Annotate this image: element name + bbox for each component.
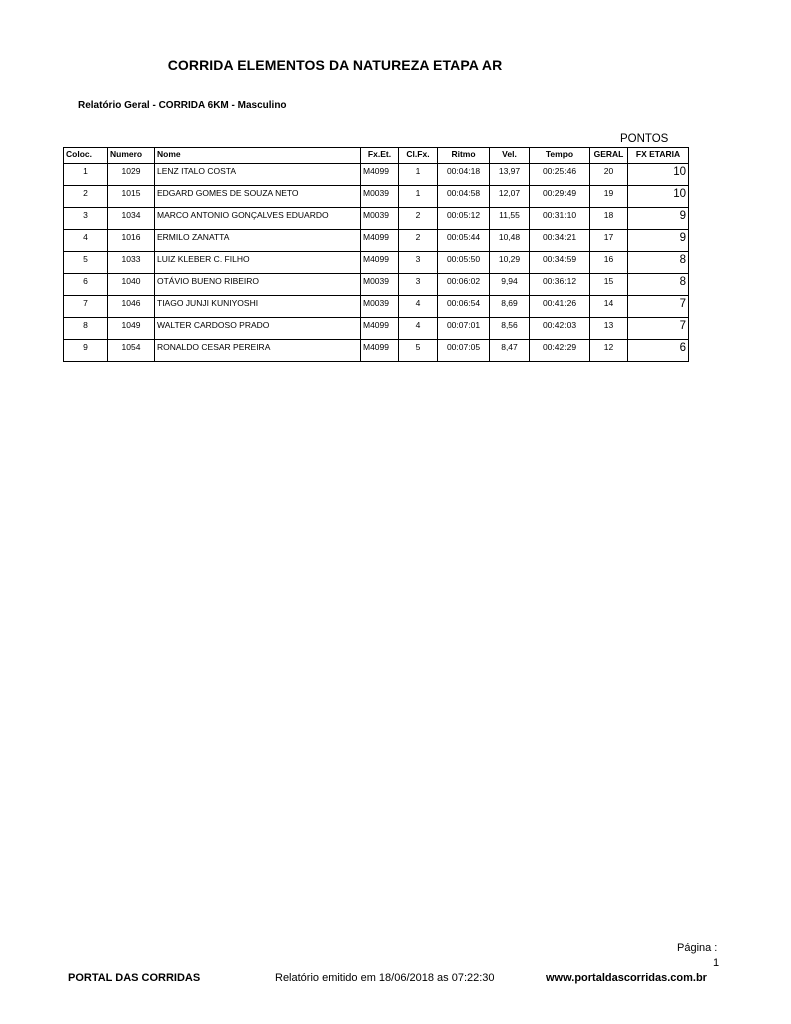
cell-coloc: 2: [64, 186, 108, 208]
header-vel: Vel.: [490, 148, 530, 164]
page-label: Página :: [677, 942, 718, 954]
cell-vel: 8,56: [490, 318, 530, 340]
cell-geral: 14: [590, 296, 628, 318]
results-body: [64, 164, 689, 362]
cell-fxet: M4099: [361, 230, 399, 252]
cell-fxet: M4099: [361, 252, 399, 274]
cell-coloc: 5: [64, 252, 108, 274]
cell-coloc: 4: [64, 230, 108, 252]
cell-nome: LENZ ITALO COSTA: [155, 164, 361, 186]
header-geral: GERAL: [590, 148, 628, 164]
table-row: [64, 296, 689, 318]
cell-fxet: M4099: [361, 340, 399, 362]
cell-fxetaria: 6: [628, 340, 689, 362]
header-tempo: Tempo: [530, 148, 590, 164]
cell-clfx: 1: [399, 186, 438, 208]
cell-fxetaria: 8: [628, 274, 689, 296]
header-fxet: Fx.Et.: [361, 148, 399, 164]
header-clfx: Cl.Fx.: [399, 148, 438, 164]
cell-tempo: 00:36:12: [530, 274, 590, 296]
cell-numero: 1040: [108, 274, 155, 296]
cell-clfx: 3: [399, 274, 438, 296]
cell-vel: 10,29: [490, 252, 530, 274]
header-nome: Nome: [155, 148, 361, 164]
cell-vel: 8,47: [490, 340, 530, 362]
cell-nome: TIAGO JUNJI KUNIYOSHI: [155, 296, 361, 318]
cell-fxet: M0039: [361, 208, 399, 230]
cell-ritmo: 00:05:44: [438, 230, 490, 252]
table-row: [64, 318, 689, 340]
cell-nome: LUIZ KLEBER C. FILHO: [155, 252, 361, 274]
header-coloc: Coloc.: [64, 148, 108, 164]
header-ritmo: Ritmo: [438, 148, 490, 164]
cell-geral: 20: [590, 164, 628, 186]
cell-fxet: M4099: [361, 318, 399, 340]
cell-coloc: 9: [64, 340, 108, 362]
cell-tempo: 00:42:29: [530, 340, 590, 362]
cell-nome: MARCO ANTONIO GONÇALVES EDUARDO: [155, 208, 361, 230]
table-row: [64, 208, 689, 230]
cell-tempo: 00:41:26: [530, 296, 590, 318]
table-row: [64, 274, 689, 296]
cell-fxetaria: 9: [628, 230, 689, 252]
cell-fxetaria: 7: [628, 296, 689, 318]
cell-coloc: 1: [64, 164, 108, 186]
cell-fxetaria: 8: [628, 252, 689, 274]
cell-ritmo: 00:04:18: [438, 164, 490, 186]
cell-geral: 12: [590, 340, 628, 362]
cell-ritmo: 00:05:12: [438, 208, 490, 230]
table-header-row: [64, 148, 689, 164]
table-row: [64, 340, 689, 362]
cell-ritmo: 00:07:05: [438, 340, 490, 362]
footer-brand: PORTAL DAS CORRIDAS: [68, 972, 201, 984]
cell-fxet: M0039: [361, 274, 399, 296]
cell-geral: 19: [590, 186, 628, 208]
cell-geral: 18: [590, 208, 628, 230]
cell-fxet: M0039: [361, 296, 399, 318]
cell-vel: 12,07: [490, 186, 530, 208]
table-row: [64, 186, 689, 208]
cell-numero: 1034: [108, 208, 155, 230]
cell-geral: 15: [590, 274, 628, 296]
pontos-label: PONTOS: [620, 133, 669, 145]
footer-issued-date: Relatório emitido em 18/06/2018 as 07:22:30: [275, 972, 495, 984]
cell-clfx: 1: [399, 164, 438, 186]
cell-fxetaria: 10: [628, 164, 689, 186]
cell-numero: 1029: [108, 164, 155, 186]
report-title: CORRIDA ELEMENTOS DA NATUREZA ETAPA AR: [167, 57, 503, 73]
table-row: [64, 230, 689, 252]
cell-nome: WALTER CARDOSO PRADO: [155, 318, 361, 340]
cell-vel: 11,55: [490, 208, 530, 230]
cell-tempo: 00:31:10: [530, 208, 590, 230]
header-fxetaria: FX ETARIA: [628, 148, 689, 164]
cell-tempo: 00:25:46: [530, 164, 590, 186]
cell-tempo: 00:34:59: [530, 252, 590, 274]
cell-tempo: 00:42:03: [530, 318, 590, 340]
cell-vel: 8,69: [490, 296, 530, 318]
cell-ritmo: 00:04:58: [438, 186, 490, 208]
cell-clfx: 2: [399, 230, 438, 252]
page-number: 1: [713, 957, 720, 969]
cell-clfx: 4: [399, 296, 438, 318]
cell-numero: 1015: [108, 186, 155, 208]
cell-fxetaria: 9: [628, 208, 689, 230]
cell-geral: 17: [590, 230, 628, 252]
cell-clfx: 2: [399, 208, 438, 230]
cell-nome: RONALDO CESAR PEREIRA: [155, 340, 361, 362]
table-row: [64, 252, 689, 274]
cell-geral: 13: [590, 318, 628, 340]
results-table: [63, 147, 689, 362]
cell-nome: EDGARD GOMES DE SOUZA NETO: [155, 186, 361, 208]
cell-numero: 1016: [108, 230, 155, 252]
table-row: [64, 164, 689, 186]
report-subtitle: Relatório Geral - CORRIDA 6KM - Masculino: [78, 100, 287, 111]
cell-fxet: M4099: [361, 164, 399, 186]
cell-clfx: 5: [399, 340, 438, 362]
cell-numero: 1049: [108, 318, 155, 340]
cell-ritmo: 00:05:50: [438, 252, 490, 274]
cell-clfx: 4: [399, 318, 438, 340]
cell-vel: 9,94: [490, 274, 530, 296]
cell-fxetaria: 10: [628, 186, 689, 208]
cell-tempo: 00:34:21: [530, 230, 590, 252]
footer-website: www.portaldascorridas.com.br: [546, 972, 707, 984]
cell-fxetaria: 7: [628, 318, 689, 340]
cell-coloc: 7: [64, 296, 108, 318]
cell-fxet: M0039: [361, 186, 399, 208]
cell-tempo: 00:29:49: [530, 186, 590, 208]
cell-clfx: 3: [399, 252, 438, 274]
cell-coloc: 8: [64, 318, 108, 340]
cell-vel: 10,48: [490, 230, 530, 252]
cell-coloc: 6: [64, 274, 108, 296]
cell-numero: 1046: [108, 296, 155, 318]
cell-ritmo: 00:06:54: [438, 296, 490, 318]
cell-nome: ERMILO ZANATTA: [155, 230, 361, 252]
cell-nome: OTÁVIO BUENO RIBEIRO: [155, 274, 361, 296]
cell-geral: 16: [590, 252, 628, 274]
cell-ritmo: 00:07:01: [438, 318, 490, 340]
cell-ritmo: 00:06:02: [438, 274, 490, 296]
cell-numero: 1033: [108, 252, 155, 274]
header-numero: Numero: [108, 148, 155, 164]
cell-numero: 1054: [108, 340, 155, 362]
cell-coloc: 3: [64, 208, 108, 230]
cell-vel: 13,97: [490, 164, 530, 186]
